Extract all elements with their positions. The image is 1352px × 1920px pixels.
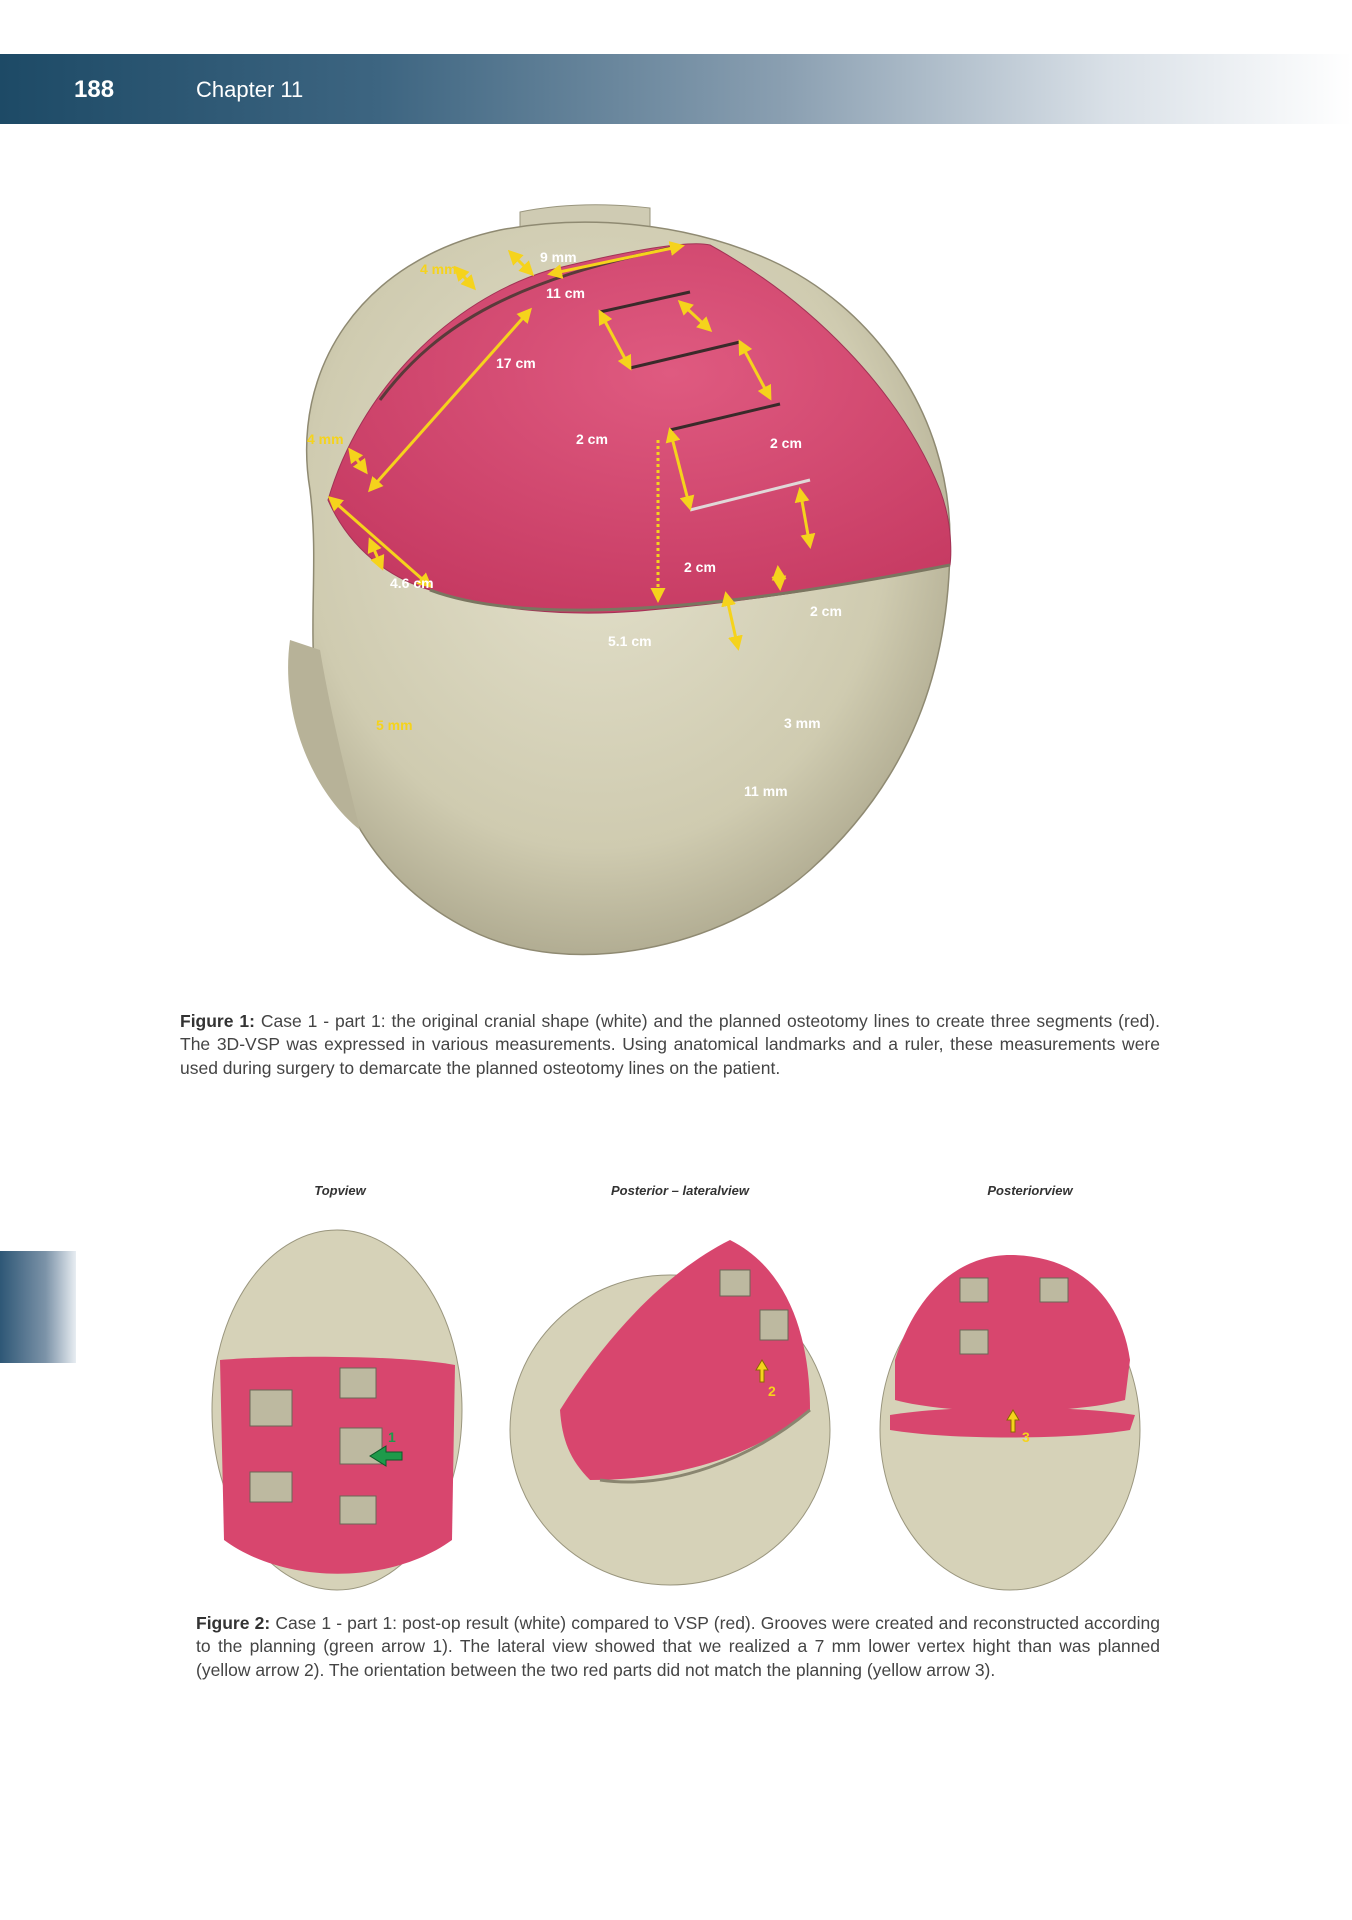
label-2cm-c: 2 cm [684,559,716,575]
arrow-label-3: 3 [1022,1429,1030,1445]
label-2cm-a: 2 cm [576,431,608,447]
chapter-title: Chapter 11 [196,77,304,102]
arrow-label-2: 2 [768,1383,776,1399]
posterior-red-upper [895,1255,1130,1411]
label-4-6cm: 4.6 cm [390,575,434,591]
figure-2-caption [196,1612,1160,1682]
figure-2-image [190,1210,1170,1600]
label-11cm: 11 cm [546,285,585,301]
figure-1-caption-text: Case 1 - part 1: the original cranial shape (white) and the planned osteotomy lines to create three segments (red). The 3D-VSP was expressed in various measurements. Using anatomical landmarks and a ruler, these measurements were used during surgery to demarcate the planned osteotomy lines on the patient. [180,1011,1160,1078]
label-4mm-top: 4 mm [420,261,457,277]
arrow-3mm [778,568,780,588]
lateral-groove-1 [720,1270,750,1296]
lateral-groove-2 [760,1310,788,1340]
chapter-thumb-tab [0,1251,76,1363]
figure-1-image [250,190,1060,970]
figure-2-caption-label: Figure 2: [196,1613,271,1633]
label-2cm-d: 2 cm [810,603,842,619]
panel-title-topview: Topview [314,1183,366,1198]
posterior-groove-3 [960,1330,988,1354]
label-5-1cm: 5.1 cm [608,633,652,649]
figure-1-skull-svg [250,190,1060,970]
label-3mm: 3 mm [784,715,821,731]
topview-groove-5 [340,1496,376,1524]
label-2cm-b: 2 cm [770,435,802,451]
page-number: 188 [74,76,115,103]
label-4mm-left: 4 mm [307,431,344,447]
label-17cm: 17 cm [496,355,536,371]
label-11mm: 11 mm [744,783,788,799]
posterior-groove-1 [960,1278,988,1302]
figure-1-caption [180,1010,1160,1080]
label-5mm: 5 mm [376,717,413,733]
panel-posterior-lateral [510,1240,830,1585]
panel-posterior [880,1255,1140,1590]
topview-red-segment [220,1357,455,1574]
topview-groove-2 [340,1368,376,1398]
posterior-groove-2 [1040,1278,1068,1302]
topview-groove-1 [250,1390,292,1426]
figure-2-svg [190,1210,1170,1600]
arrow-label-1: 1 [388,1429,396,1445]
figure-2-caption-text: Case 1 - part 1: post-op result (white) compared to VSP (red). Grooves were created and reconstructed according to the planning (green arrow 1). The lateral view showed that we realized a 7 mm lower vertex hight than was planned (yellow arrow 2). The orientation between the two red parts did not match the planning (yellow arrow 3). [196,1613,1160,1680]
panel-topview [212,1230,462,1590]
topview-groove-4 [250,1472,292,1502]
panel-title-posterior-lateral: Posterior – lateralview [610,1183,749,1198]
label-9mm: 9 mm [540,249,577,265]
figure-1-caption-label: Figure 1: [180,1011,255,1031]
panel-title-posterior: Posteriorview [987,1183,1073,1198]
